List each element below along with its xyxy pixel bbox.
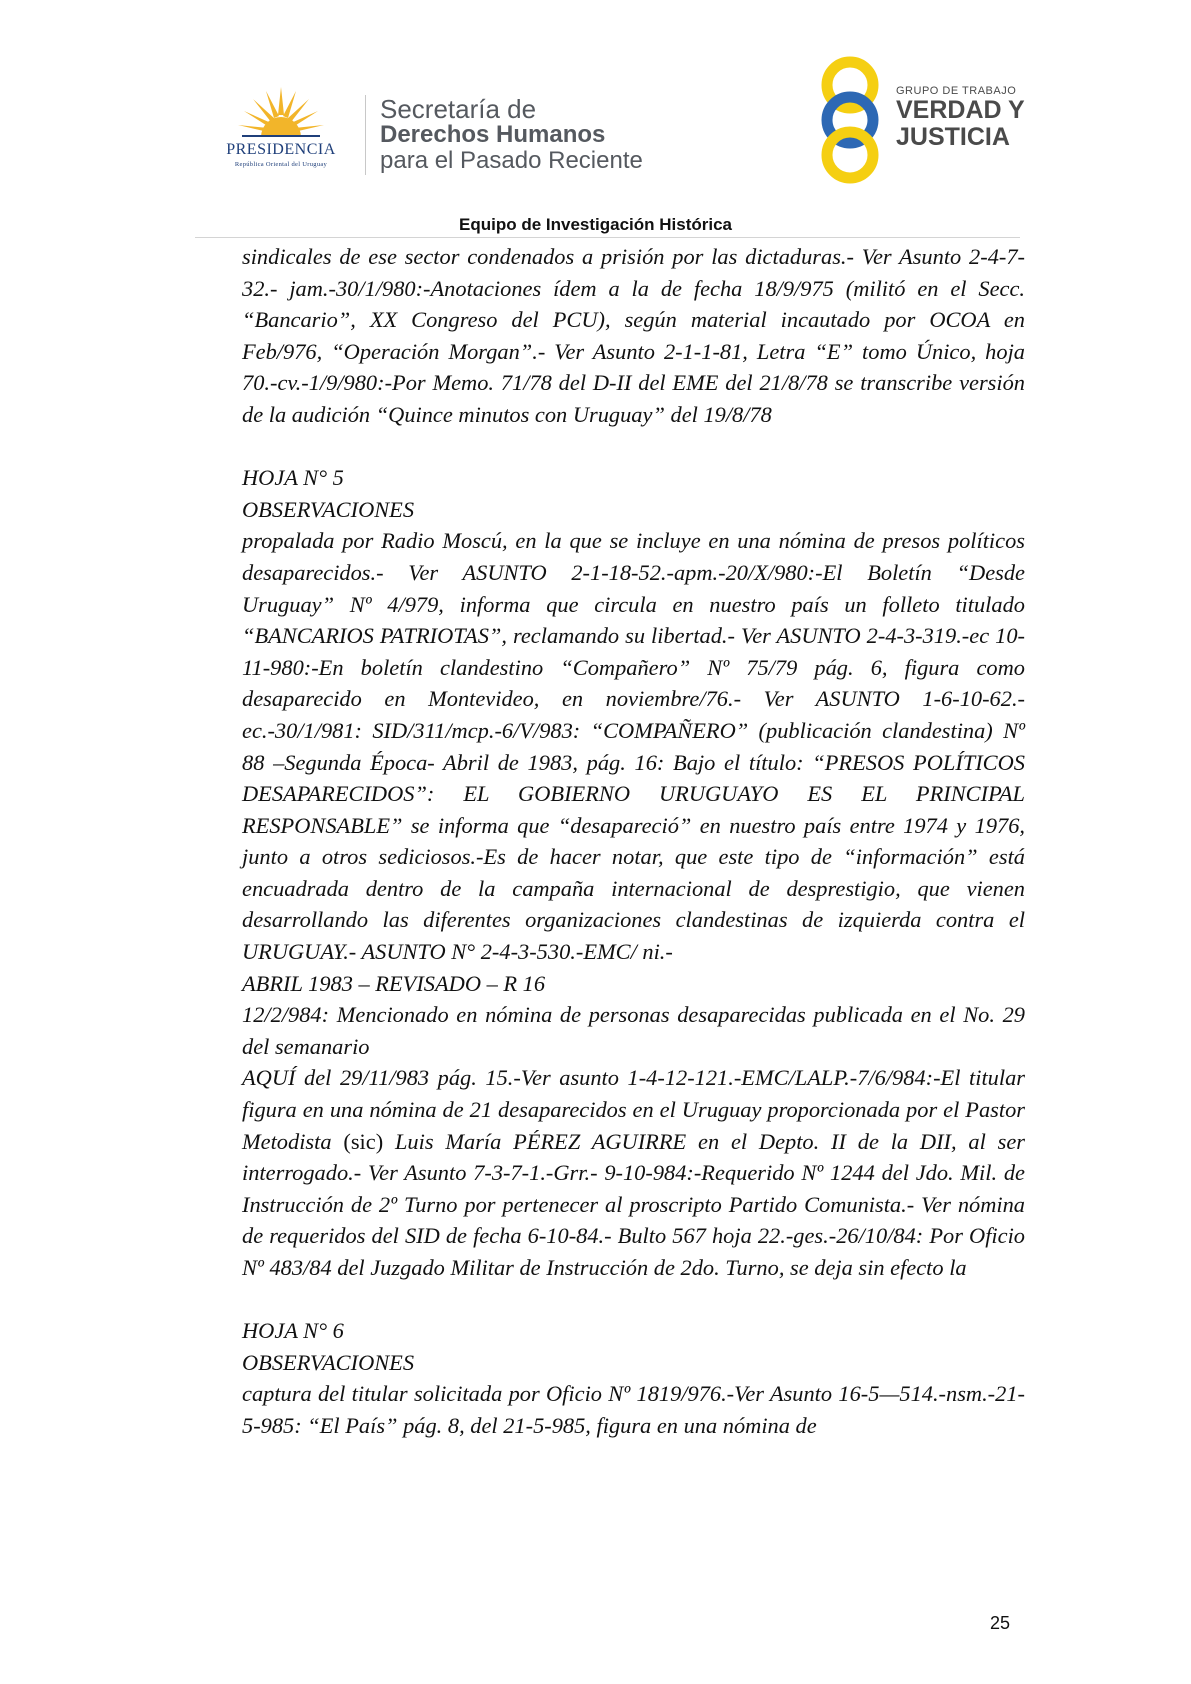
hoja-5-paragraph-3	[242, 1062, 1025, 1283]
secretaria-line-3: para el Pasado Reciente	[380, 147, 643, 174]
team-title: Equipo de Investigación Histórica	[459, 215, 732, 234]
verdad-justicia-text	[896, 85, 1025, 151]
hoja-6-title: HOJA N° 6	[242, 1318, 344, 1344]
presidencia-subtitle: República Oriental del Uruguay	[234, 161, 328, 168]
secretaria-line-1: Secretaría de	[380, 94, 537, 124]
hoja-5-p3-part-1: AQUÍ del 29/11/983 pág. 15.-Ver asunto 1-4-12-121.-EMC/LALP.-7/6/984:-El titular figura en una nómina de 21 desaparecidos en el Uruguay proporcionada por el Pastor Metodista	[242, 1065, 1025, 1154]
secretaria-line-2: Derechos Humanos	[380, 121, 606, 148]
logo-divider	[365, 95, 366, 175]
grupo-line-1: GRUPO DE TRABAJO	[896, 85, 1017, 97]
verdad-justicia-logo	[810, 55, 1070, 185]
presidencia-logo	[206, 85, 356, 175]
header-rule	[195, 237, 1020, 238]
hoja-5-title: HOJA N° 5	[242, 465, 344, 491]
grupo-line-2: VERDAD Y	[896, 96, 1025, 124]
page-header	[0, 0, 1191, 240]
sic-note: (sic)	[343, 1128, 384, 1154]
document-body	[242, 241, 1025, 1442]
page-number: 25	[990, 1613, 1011, 1633]
grupo-line-3: JUSTICIA	[896, 123, 1010, 151]
hoja-5-subtitle: OBSERVACIONES	[242, 496, 415, 522]
linked-rings-icon	[810, 55, 890, 185]
presidencia-name: PRESIDENCIA	[226, 141, 336, 158]
hoja-5-revisado: ABRIL 1983 – REVISADO – R 16	[242, 970, 546, 996]
hoja-6-subtitle: OBSERVACIONES	[242, 1349, 415, 1375]
intro-paragraph: sindicales de ese sector condenados a prisión por las dictaduras.- Ver Asunto 2-4-7-32.- jam.-30/1/980:-Anotaciones ídem a la de fecha 18/9/975 (militó en el Secc. “Bancario”, XX Congreso del PCU), según material incautado por OCOA en Feb/976, “Operación Morgan”.- Ver Asunto 2-1-1-81, Letra “E” tomo Único, hoja 70.-cv.-1/9/980:-Por Memo. 71/78 del D-II del EME del 21/8/78 se transcribe versión de la audición “Quince minutos con Uruguay” del 19/8/78	[242, 244, 1025, 427]
hoja-5-p3-part-2: Luis María PÉREZ AGUIRRE en el Depto. II de la DII, al ser interrogado.- Ver Asunto 7-3-7-1.-Grr.- 9-10-984:-Requerido Nº 1244 del Jdo. Mil. de Instrucción de 2º Turno por pertenecer al proscripto Partido Comunista.- Ver nómina de requeridos del SID de fecha 6-10-84.- Bulto 567 hoja 22.-ges.-26/10/84: Por Oficio Nº 483/84 del Juzgado Militar de Instrucción de 2do. Turno, se deja sin efecto la	[242, 1128, 1025, 1280]
hoja-6-paragraph: captura del titular solicitada por Oficio Nº 1819/976.-Ver Asunto 16-5—514.-nsm.-21-5-985: “El País” pág. 8, del 21-5-985, figura en una nómina de	[242, 1381, 1025, 1438]
sun-emblem-icon	[236, 85, 326, 141]
secretaria-logo-text	[380, 96, 643, 174]
hoja-5-paragraph-2: 12/2/984: Mencionado en nómina de personas desaparecidas publicada en el No. 29 del semanario	[242, 1002, 1025, 1059]
hoja-5-paragraph: propalada por Radio Moscú, en la que se incluye en una nómina de presos políticos desaparecidos.- Ver ASUNTO 2-1-18-52.-apm.-20/X/980:-El Boletín “Desde Uruguay” Nº 4/979, informa que circula en nuestro país un folleto titulado “BANCARIOS PATRIOTAS”, reclamando su libertad.- Ver ASUNTO 2-4-3-319.-ec 10-11-980:-En boletín clandestino “Compañero” Nº 75/79 pág. 6, figura como desaparecido en Montevideo, en noviembre/76.- Ver ASUNTO 1-6-10-62.-ec.-30/1/981: SID/311/mcp.-6/V/983: “COMPAÑERO” (publicación clandestina) Nº 88 –Segunda Época- Abril de 1983, pág. 16: Bajo el título: “PRESOS POLÍTICOS DESAPARECIDOS”: EL GOBIERNO URUGUAYO ES EL PRINCIPAL RESPONSABLE” se informa que “desapareció” en nuestro país entre 1974 y 1976, junto a otros sediciosos.-Es de hacer notar, que este tipo de “información” está encuadrada dentro de la campaña internacional de desprestigio, que vienen desarrollando las diferentes organizaciones clandestinas de izquierda contra el URUGUAY.- ASUNTO N° 2-4-3-530.-EMC/ ni.-	[242, 528, 1025, 965]
